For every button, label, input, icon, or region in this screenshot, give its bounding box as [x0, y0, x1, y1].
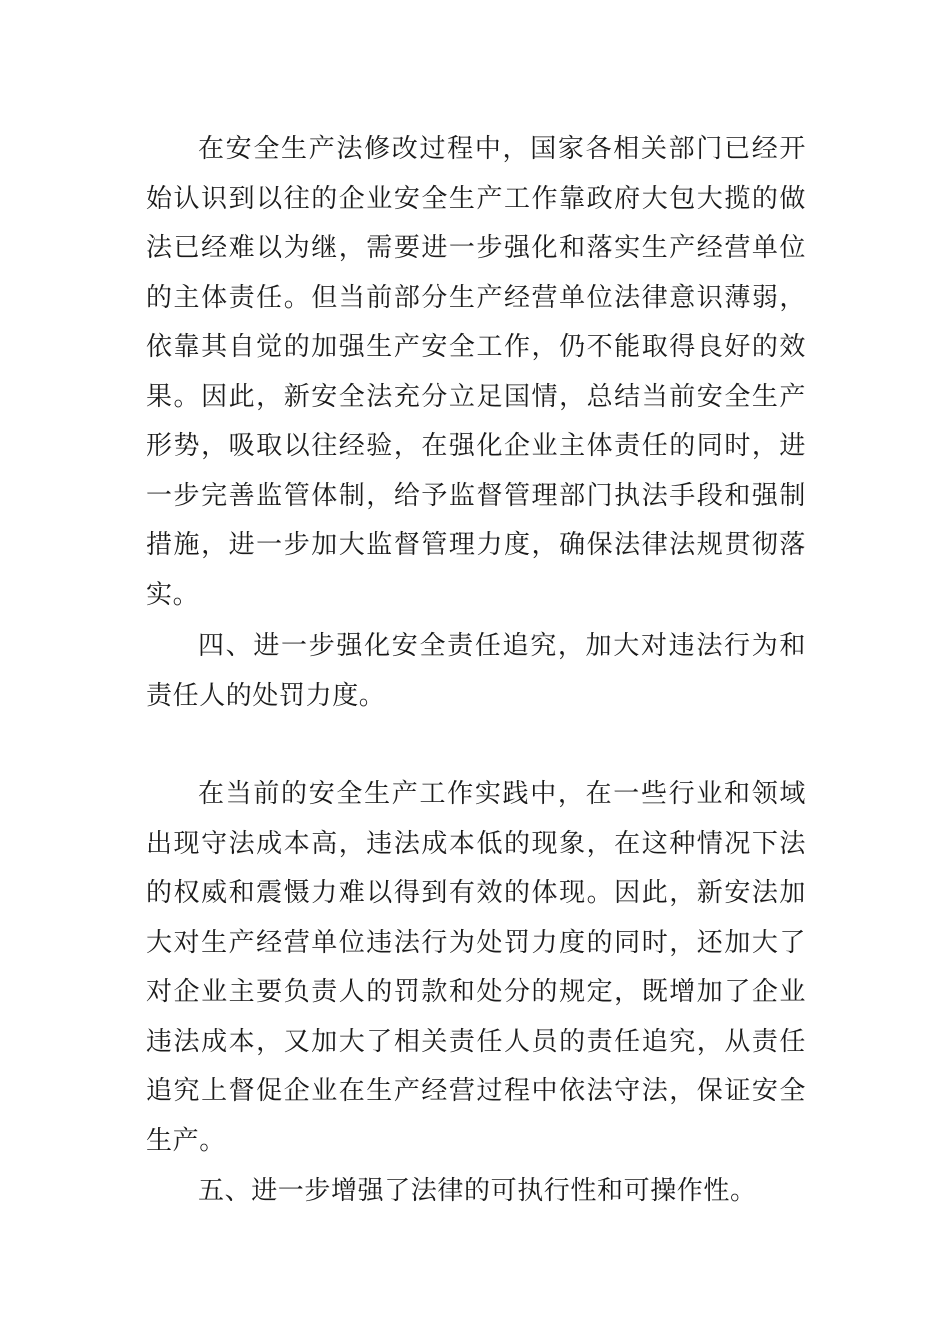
section-heading-five: 五、进一步增强了法律的可执行性和可操作性。 — [198, 1176, 757, 1206]
body-paragraph: 在当前的安全生产工作实践中，在一些行业和领域出现守法成本高，违法成本低的现象，在这种情况下法的权威和震慑力难以得到有效的体现。因此，新安法加大对生产经营单位违法行为处罚力度的同时，还加大了对企业主要负责人的罚款和处分的规定，既增加了企业违法成本，又加大了相关责任人员的责任追究，从责任追究上督促企业在生产经营过程中依法守法，保证安全生产。 — [146, 779, 806, 1156]
body-paragraph: 在安全生产法修改过程中，国家各相关部门已经开始认识到以往的企业安全生产工作靠政府大包大揽的做法已经难以为继，需要进一步强化和落实生产经营单位的主体责任。但当前部分生产经营单位法律意识薄弱，依靠其自觉的加强生产安全工作，仍不能取得良好的效果。因此，新安全法充分立足国情，总结当前安全生产形势，吸取以往经验，在强化企业主体责任的同时，进一步完善监管体制，给予监督管理部门执法手段和强制措施，进一步加大监督管理力度，确保法律法规贯彻落实。 — [146, 134, 806, 610]
section-heading-four: 四、进一步强化安全责任追究，加大对违法行为和责任人的处罚力度。 — [146, 631, 806, 711]
